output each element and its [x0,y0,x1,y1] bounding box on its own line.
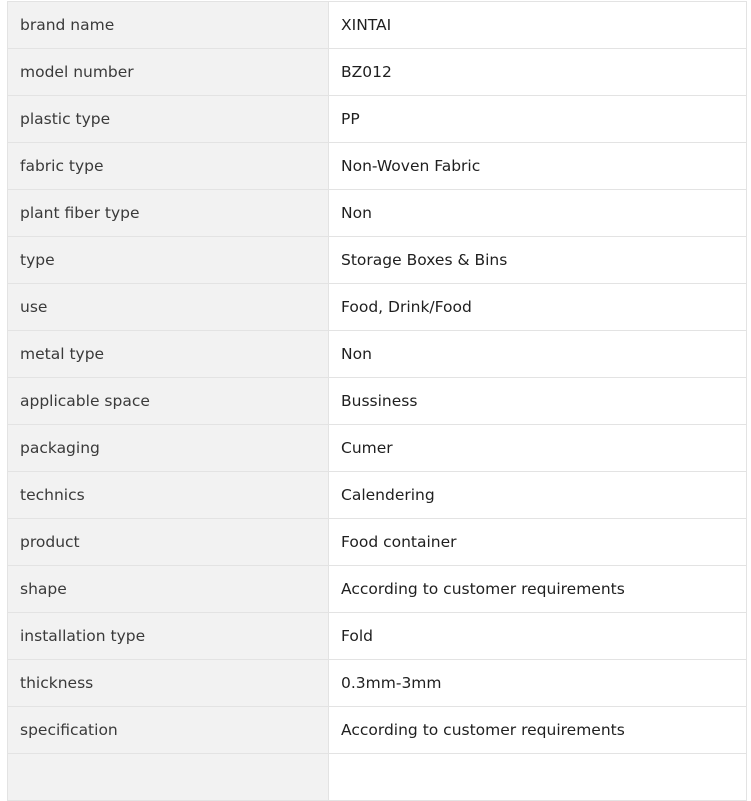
spec-value: Fold [329,613,747,660]
spec-value: PP [329,96,747,143]
spec-label: type [8,237,329,284]
table-row [8,378,747,425]
table-row [8,190,747,237]
table-row [8,331,747,378]
spec-value: Cumer [329,425,747,472]
spec-label: product [8,519,329,566]
spec-label: metal type [8,331,329,378]
spec-value: Bussiness [329,378,747,425]
spec-table-container [7,1,747,801]
spec-label: applicable space [8,378,329,425]
spec-value: Non [329,331,747,378]
spec-value: Non-Woven Fabric [329,143,747,190]
spec-value: According to customer requirements [329,707,747,754]
spec-table [7,1,747,801]
table-row [8,613,747,660]
table-row [8,660,747,707]
spec-label: technics [8,472,329,519]
spec-value: Calendering [329,472,747,519]
table-row [8,49,747,96]
table-row [8,519,747,566]
spec-label: plant fiber type [8,190,329,237]
spec-value: Storage Boxes & Bins [329,237,747,284]
spec-label: use [8,284,329,331]
table-row [8,754,747,801]
table-row [8,284,747,331]
spec-value: According to customer requirements [329,566,747,613]
spec-label: installation type [8,613,329,660]
spec-label: model number [8,49,329,96]
table-row [8,425,747,472]
spec-value: XINTAI [329,2,747,49]
table-row [8,96,747,143]
table-row [8,2,747,49]
spec-value: Food container [329,519,747,566]
spec-label: shape [8,566,329,613]
spec-label: plastic type [8,96,329,143]
table-row [8,566,747,613]
table-row [8,707,747,754]
spec-label: thickness [8,660,329,707]
spec-label: brand name [8,2,329,49]
table-row [8,237,747,284]
spec-label: fabric type [8,143,329,190]
spec-value: 0.3mm-3mm [329,660,747,707]
spec-label: specification [8,707,329,754]
spec-value: Non [329,190,747,237]
spec-value: BZ012 [329,49,747,96]
spec-value [329,754,747,801]
spec-label: packaging [8,425,329,472]
spec-value: Food, Drink/Food [329,284,747,331]
table-row [8,472,747,519]
table-row [8,143,747,190]
spec-label [8,754,329,801]
